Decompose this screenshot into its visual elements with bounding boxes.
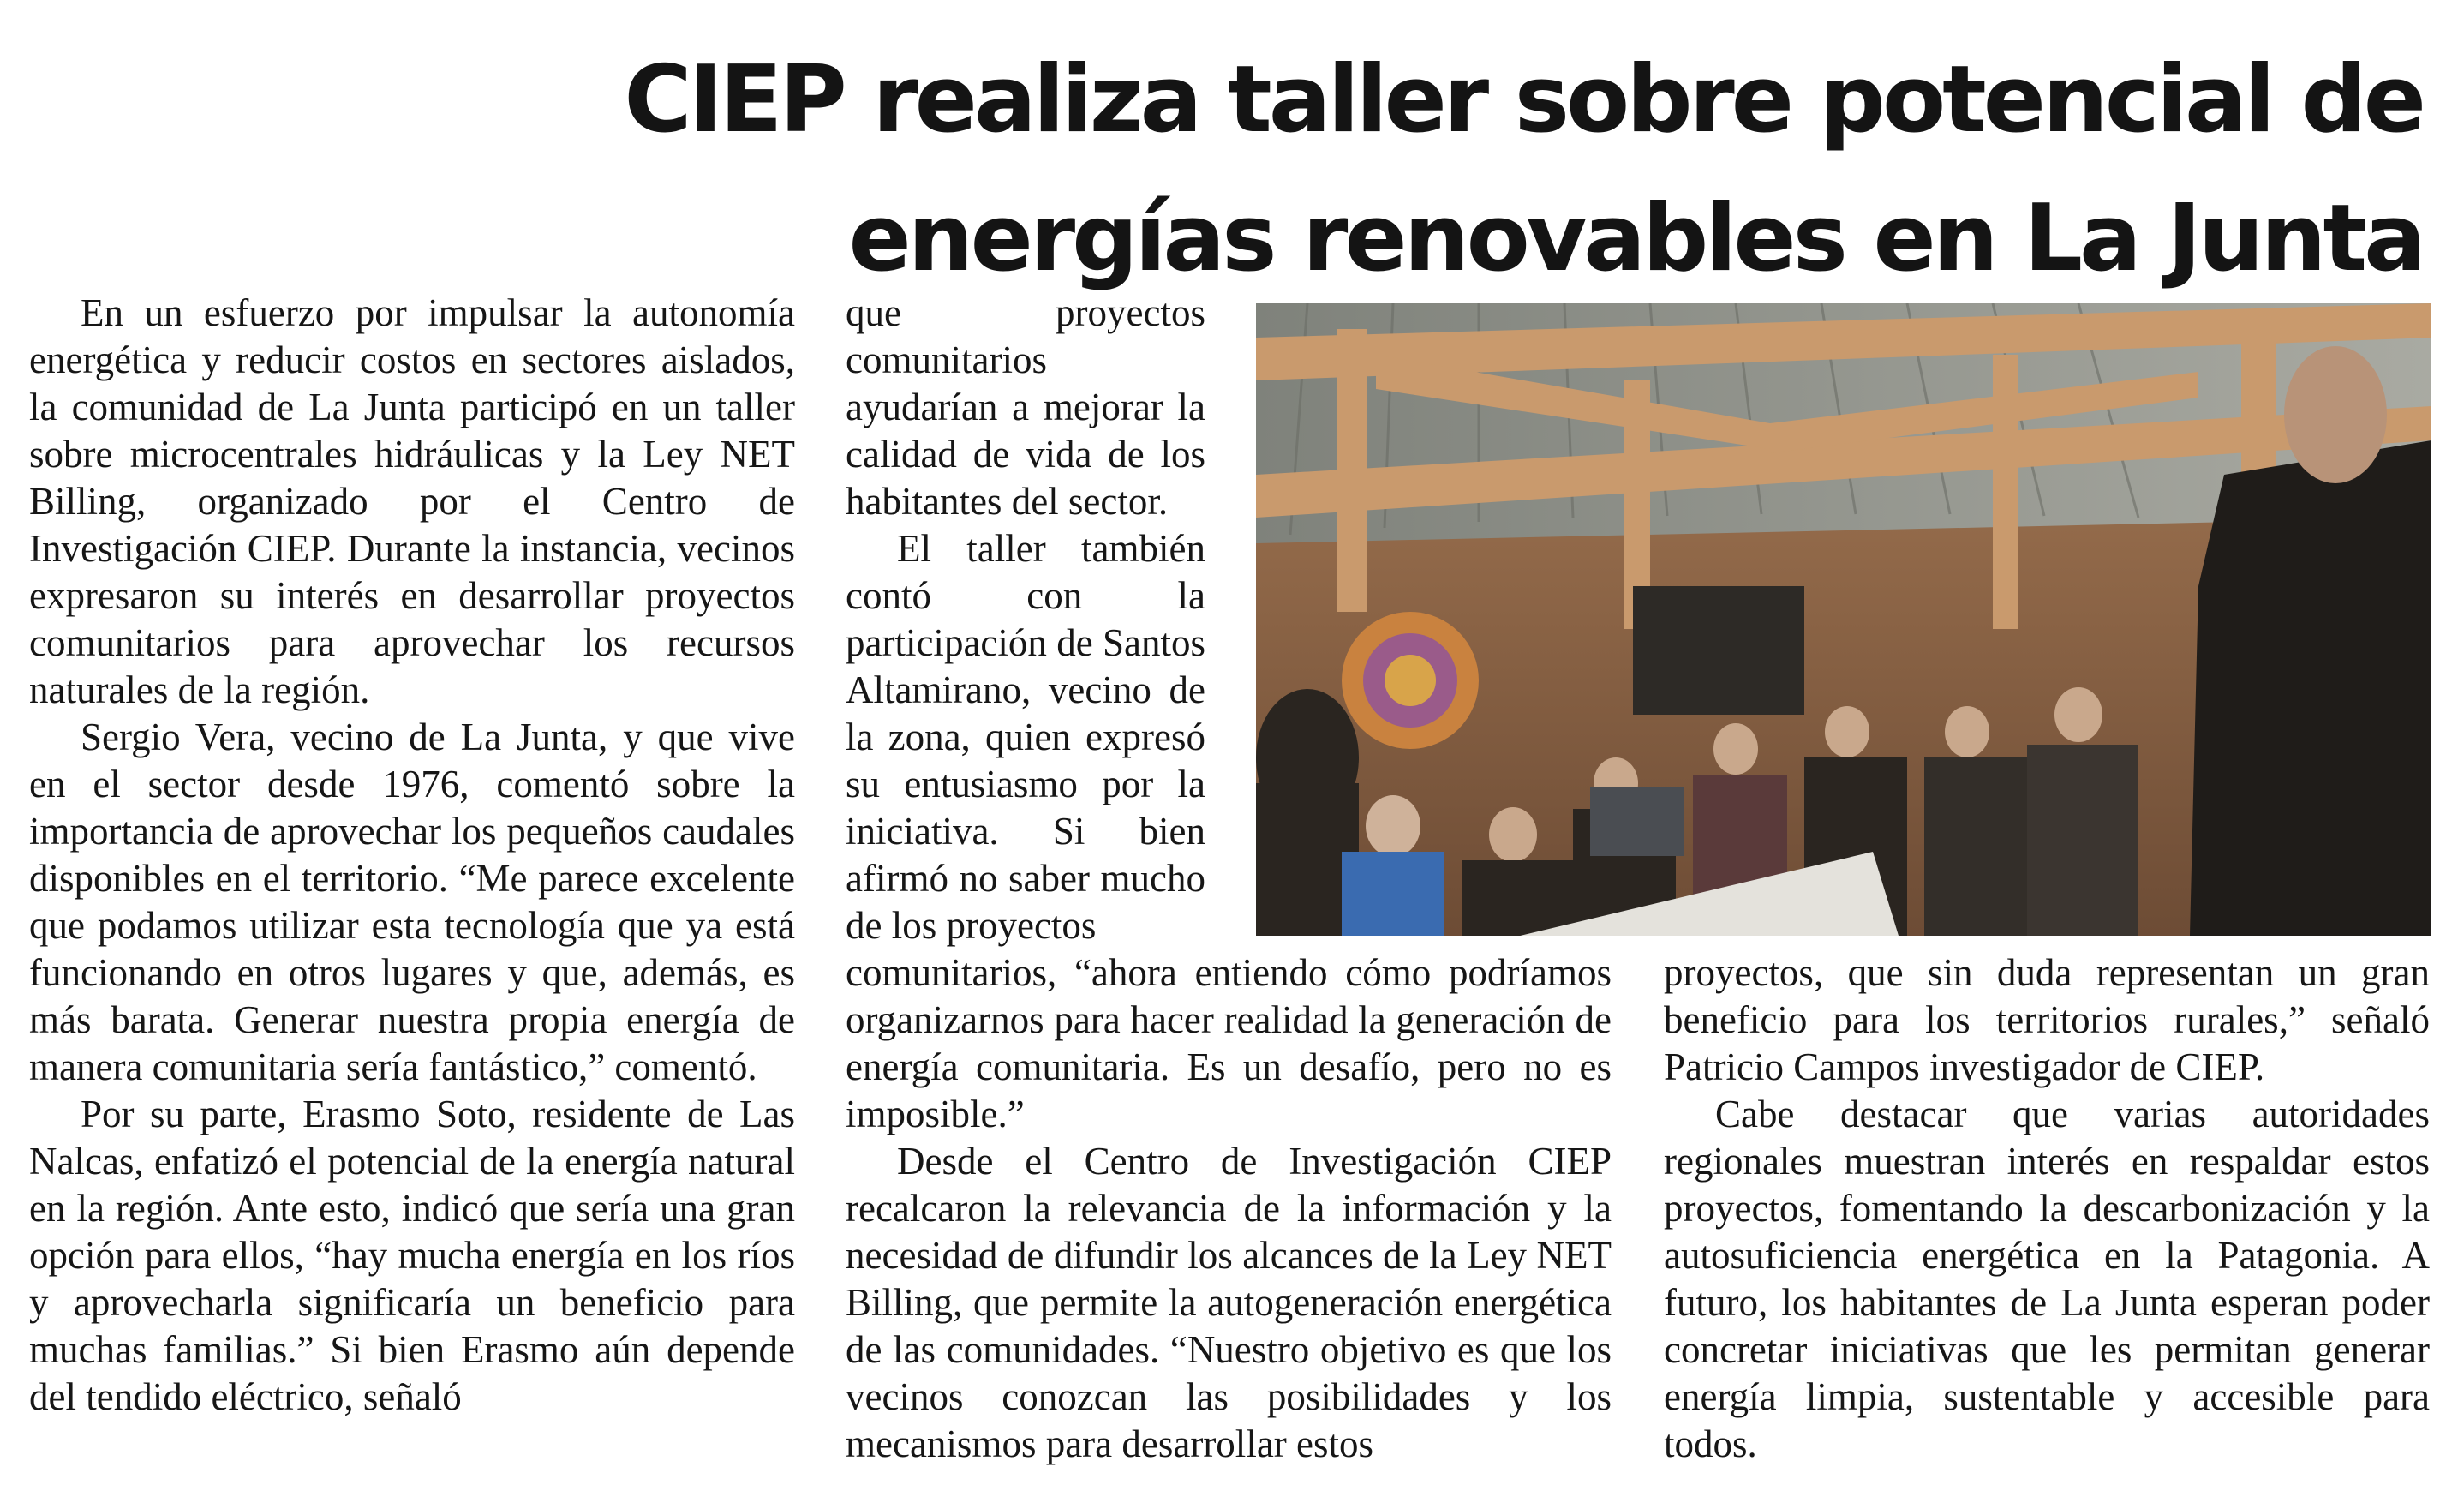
paragraph: Sergio Vera, vecino de La Junta, y que vive en el sector desde 1976, comentó sobre la importancia de aprovechar los pequeños caudales disponibles en el territorio. “Me parece excelente que podamos utilizar esta tecnología que ya está funcionando en otros lugares y que, además, es más barata. Generar nuestra propia energía de manera comunitaria sería fantástico,” comentó. — [29, 716, 795, 1088]
article-column-2-bottom — [846, 949, 1612, 1468]
paragraph: En un esfuerzo por impulsar la autonomía energética y reducir costos en sectores aislados, la comunidad de La Junta participó en un taller sobre microcentrales hidráulicas y la Ley NET Billing, organizado por el Centro de Investigación CIEP. Durante la instancia, vecinos expresaron su interés en desarrollar proyectos comunitarios para aprovechar los recursos naturales de la región. — [29, 291, 795, 711]
article-column-1 — [29, 290, 795, 1421]
article-column-3 — [1664, 949, 2430, 1468]
article-column-2-top — [846, 290, 1205, 949]
paragraph: Por su parte, Erasmo Soto, residente de Las Nalcas, enfatizó el potencial de la energía natural en la región. Ante esto, indicó que sería una gran opción para ellos, “hay mucha energía en los ríos y aprovecharla significaría un beneficio para muchas familias.” Si bien Erasmo aún depende del tendido eléctrico, señaló — [29, 1093, 795, 1418]
paragraph: comunitarios, “ahora entiendo cómo podríamos organizarnos para hacer realidad la generación de energía comunitaria. Es un desafío, pero no es imposible.” — [846, 951, 1612, 1135]
paragraph: Desde el Centro de Investigación CIEP recalcaron la relevancia de la información y la necesidad de difundir los alcances de la Ley NET Billing, que permite la autogeneración energética de las comunidades. “Nuestro objetivo es que los vecinos conozcan las posibilidades y los mecanismos para desarrollar estos — [846, 1140, 1612, 1465]
paragraph: que proyectos comunitarios ayudarían a mejorar la calidad de vida de los habitantes del sector. — [846, 291, 1205, 523]
workshop-photo — [1256, 303, 2431, 936]
paragraph: Cabe destacar que varias autoridades regionales muestran interés en respaldar estos proyectos, fomentando la descarbonización y la autosuficiencia energética en la Patagonia. A futuro, los habitantes de La Junta esperan poder concretar iniciativas que les permitan generar energía limpia, sustentable y accesible para todos. — [1664, 1093, 2430, 1465]
headline: CIEP realiza taller sobre potencial de energías renovables en La Junta — [624, 46, 2423, 292]
paragraph: El taller también contó con la participación de Santos Altamirano, vecino de la zona, quien expresó su entusiasmo por la iniciativa. Si bien afirmó no saber mucho de los proyectos — [846, 527, 1205, 947]
paragraph: proyectos, que sin duda representan un gran beneficio para los territorios rurales,” señaló Patricio Campos investigador de CIEP. — [1664, 951, 2430, 1088]
